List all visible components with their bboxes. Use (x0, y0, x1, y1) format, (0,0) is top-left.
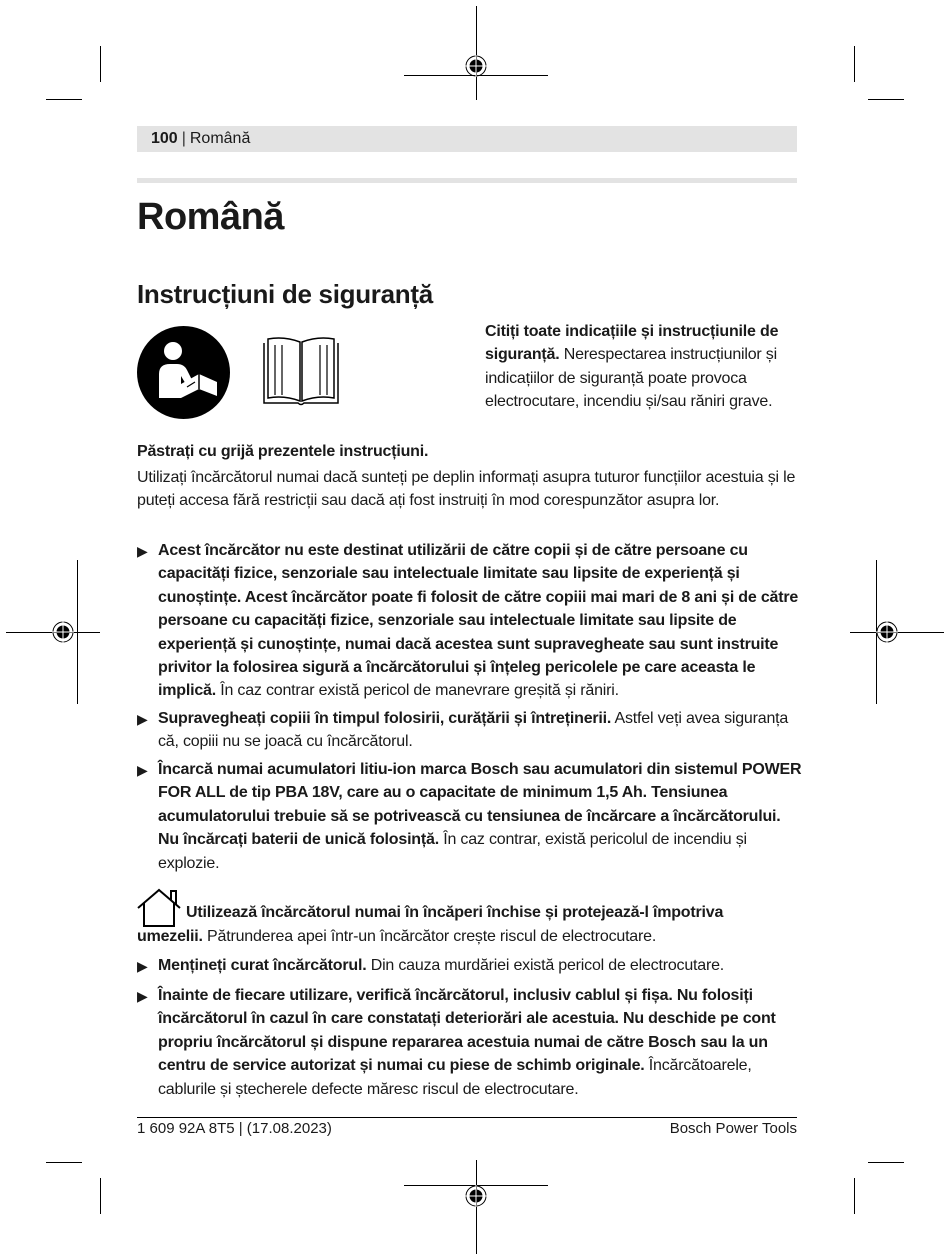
list-item (137, 758, 802, 875)
registration-mark-icon (465, 1185, 487, 1207)
crop-mark (46, 99, 82, 100)
bullet-triangle-icon: ▶ (137, 988, 148, 1004)
keep-instructions-text: Păstrați cu grijă prezentele instrucțiuni. (137, 443, 429, 460)
registration-mark-icon (52, 621, 74, 643)
crop-mark (868, 1162, 904, 1163)
section-title: Instrucțiuni de siguranță (137, 279, 433, 309)
list-item-bold: Supravegheați copiii în timpul folosirii, curățării și întreținerii. (158, 710, 612, 727)
registration-mark-icon (465, 55, 487, 77)
usage-note: Utilizați încărcătorul numai dacă sunteți pe deplin informați asupra tuturor funcțiilor acestuia și le puteți accesa fără restricții sau dacă ați fost instruiți în mod corespunzător asupra lor. (137, 469, 796, 510)
list-item-text: În caz contrar, există pericolul de incendiu și explozie. (158, 831, 747, 872)
list-item (137, 539, 802, 703)
page-title: Română (137, 196, 284, 238)
crop-mark (476, 6, 477, 100)
list-item (137, 984, 802, 1101)
list-item-text: Astfel veți avea siguranța că, copiii nu se joacă cu încărcătorul. (158, 710, 789, 751)
keep-instructions (137, 440, 797, 463)
crop-mark (854, 46, 855, 82)
bullet-triangle-icon: ▶ (137, 543, 148, 559)
header-language: Română (189, 130, 251, 147)
footer-brand: Bosch Power Tools (669, 1120, 797, 1137)
page-number: 100 (151, 130, 178, 147)
list-item-bold: Acest încărcător nu este destinat utilizării de către copii și de către persoane cu capacități fizice, senzoriale sau intelectuale limitate sau lipsite de experiență și cunoștințe. Acest încărcător poate fi folosit de către copiii mai mari de 8 ani și de către persoane cu capacități fizice, senzoriale sau intelectuale limitate sau lipsite de experiență și cunoștințe, numai dacă acestea sunt supravegheate sau sunt instruite privitor la folosirea sigură a încărcătorului și înțeleg pericolele pe care aceasta le implică. (158, 542, 799, 700)
footer-doc-number: 1 609 92A 8T5 | (17.08.2023) (137, 1120, 332, 1137)
intro-paragraph (485, 320, 797, 414)
crop-mark (854, 1178, 855, 1214)
intro-text: Nerespectarea instrucțiunilor și indicațiilor de siguranță poate provoca electrocutare, incendiu și/sau răniri grave. (485, 346, 777, 411)
list-item-bold: Mențineți curat încărcătorul. (158, 957, 367, 974)
list-item-bold: Înainte de fiecare utilizare, verifică încărcătorul, inclusiv cablul și fișa. Nu folosiți încărcătorul în cazul în care constatați deteriorări ale acestuia. Nu deschide pe cont propriu încărcătorul și dispune repararea acestuia numai de către Bosch sau la un centru de service autorizat și numai cu piese de schimb originale. (158, 987, 776, 1075)
intro-bold: Citiți toate indicațiile și instrucțiunile de siguranță. (485, 323, 779, 364)
bullet-triangle-icon: ▶ (137, 711, 148, 727)
indoor-text: Pătrunderea apei într-un încărcător crește riscul de electrocutare. (202, 928, 657, 945)
crop-mark (100, 1178, 101, 1214)
list-item (137, 707, 802, 754)
bullet-triangle-icon: ▶ (137, 958, 148, 974)
list-item-text: Din cauza murdăriei există pericol de electrocutare. (366, 957, 725, 974)
bullet-triangle-icon: ▶ (137, 762, 148, 778)
header-separator: | (181, 130, 186, 147)
crop-mark (476, 1160, 477, 1254)
crop-mark (868, 99, 904, 100)
registration-mark-icon (876, 621, 898, 643)
crop-mark (46, 1162, 82, 1163)
crop-mark (100, 46, 101, 82)
indoor-house-icon (137, 888, 181, 928)
list-item-text: În caz contrar există pericol de manevrare greșită și răniri. (215, 682, 619, 700)
list-item-text: Încărcătoarele, cablurile și ștecherele defecte măresc riscul de electrocutare. (158, 1057, 752, 1098)
indoor-bold-line2: umezelii. (137, 928, 203, 945)
footer-rule (137, 1117, 797, 1118)
header-rule (137, 178, 797, 183)
list-item (137, 954, 802, 978)
list-item-bold: Încarcă numai acumulatori litiu-ion marca Bosch sau acumulatori din sistemul POWER FOR ALL de tip PBA 18V, care au o capacitate de minimum 1,5 Ah. Tensiunea acumulatorului trebuie să se potrivească cu tensiunea de încărcare a încărcătorului. Nu încărcați baterii de unică folosință. (158, 761, 802, 849)
reader-warning-icon (137, 326, 230, 419)
indoor-bold-line1: Utilizează încărcătorul numai în încăperi închise și protejează-l împotriva (186, 904, 724, 921)
page-header (137, 126, 797, 152)
manual-book-icon (262, 335, 340, 407)
